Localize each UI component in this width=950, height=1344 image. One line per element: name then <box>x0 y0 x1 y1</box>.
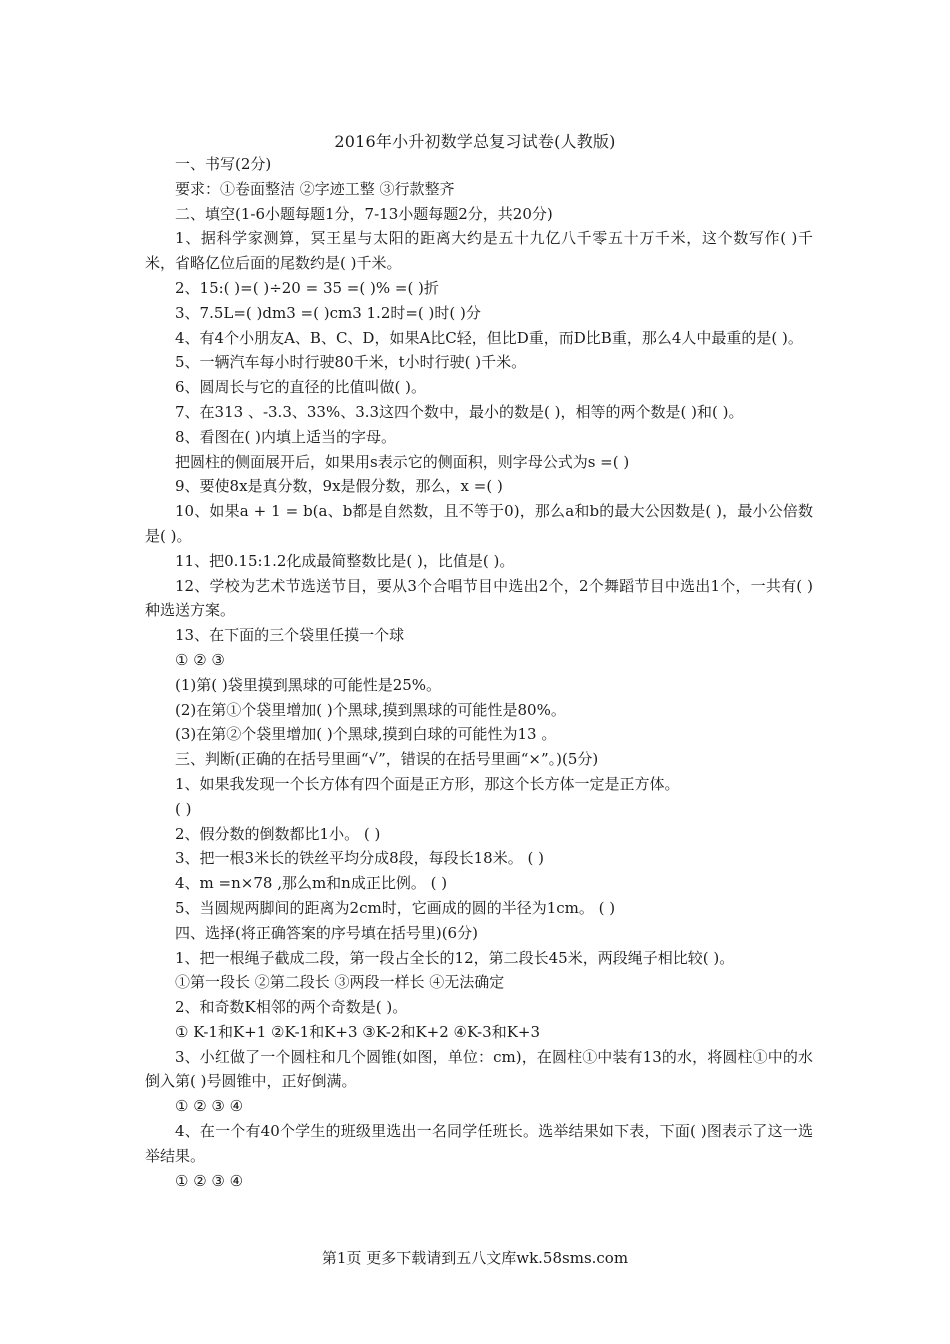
text-line: 要求：①卷面整洁 ②字迹工整 ③行款整齐 <box>175 179 455 198</box>
text-line: 四、选择(将正确答案的序号填在括号里)(6分) <box>175 923 478 942</box>
document-body <box>145 152 813 1193</box>
text-line: 把圆柱的侧面展开后，如果用s表示它的侧面积，则字母公式为s =( ) <box>175 452 630 471</box>
text-line: 3、7.5L=( )dm3 =( )cm3 1.2时=( )时( )分 <box>175 303 481 322</box>
text-line: ( ) <box>175 799 192 818</box>
text-line: ① K-1和K+1 ②K-1和K+3 ③K-2和K+2 ④K-3和K+3 <box>175 1022 541 1041</box>
text-line: 二、填空(1-6小题每题1分，7-13小题每题2分，共20分) <box>175 204 553 223</box>
text-line: 4、m =n×78 ,那么m和n成正比例。 ( ) <box>175 874 448 893</box>
text-line: 6、圆周长与它的直径的比值叫做( )。 <box>175 378 427 397</box>
text-line: 5、一辆汽车每小时行驶80千米，t小时行驶( )千米。 <box>175 353 527 372</box>
text-line: 1、把一根绳子截成二段，第一段占全长的12，第二段长45米，两段绳子相比较( )。 <box>175 948 735 967</box>
text-line: 10、如果a + 1 = b(a、b都是自然数，且不等于0)，那么a和b的最大公因数是( )，最小公倍数是( )。 <box>145 502 813 545</box>
document-title: 2016年小升初数学总复习试卷(人教版) <box>334 132 616 151</box>
text-line: 12、学校为艺术节选送节目，要从3个合唱节目中选出2个，2个舞蹈节目中选出1个，一共有( )种选送方案。 <box>145 576 813 620</box>
text-line: ①第一段长 ②第二段长 ③两段一样长 ④无法确定 <box>175 973 505 992</box>
text-line: 7、在313 、-3.3、33%、3.3这四个数中，最小的数是( )，相等的两个数是( )和( )。 <box>175 402 744 421</box>
text-line: 2、假分数的倒数都比1小。 ( ) <box>175 824 381 843</box>
text-line: ① ② ③ <box>175 650 225 669</box>
text-line: 3、把一根3米长的铁丝平均分成8段，每段长18米。 ( ) <box>175 849 544 868</box>
text-line: 三、判断(正确的在括号里画“√”，错误的在括号里画“×”。)(5分) <box>175 750 599 769</box>
page-footer: 第1页 更多下载请到五八文库wk.58sms.com <box>321 1249 629 1267</box>
text-line: 4、有4个小朋友A、B、C、D，如果A比C轻，但比D重，而D比B重，那么4人中最重的是( )。 <box>175 328 803 347</box>
text-line: ① ② ③ ④ <box>175 1171 244 1190</box>
text-line: 9、要使8x是真分数，9x是假分数，那么，x =( ) <box>175 477 503 496</box>
text-line: 13、在下面的三个袋里任摸一个球 <box>175 626 405 645</box>
text-line: 3、小红做了一个圆柱和几个圆锥(如图，单位：cm)，在圆柱①中装有13的水，将圆柱①中的水倒入第( )号圆锥中，正好倒满。 <box>145 1047 813 1091</box>
text-line: 8、看图在( )内填上适当的字母。 <box>175 427 397 446</box>
text-line: 5、当圆规两脚间的距离为2cm时，它画成的圆的半径为1cm。 ( ) <box>175 898 616 917</box>
text-line: (3)在第②个袋里增加( )个黑球,摸到白球的可能性为13 。 <box>175 725 557 744</box>
text-line: 11、把0.15:1.2化成最简整数比是( )，比值是( )。 <box>175 551 515 570</box>
text-line: 2、15:( )=( )÷20 = 35 =( )% =( )折 <box>175 278 439 297</box>
text-line: 1、据科学家测算，冥王星与太阳的距离大约是五十九亿八千零五十万千米，这个数写作( )千米，省略亿位后面的尾数约是( )千米。 <box>145 229 813 273</box>
text-line: 2、和奇数K相邻的两个奇数是( )。 <box>175 998 408 1017</box>
text-line: (1)第( )袋里摸到黑球的可能性是25%。 <box>175 675 442 694</box>
text-line: ① ② ③ ④ <box>175 1097 244 1116</box>
text-line: 一、书写(2分) <box>175 155 272 173</box>
text-line: 1、如果我发现一个长方体有四个面是正方形，那这个长方体一定是正方体。 <box>175 774 680 793</box>
text-line: 4、在一个有40个学生的班级里选出一名同学任班长。选举结果如下表，下面( )图表示了这一选举结果。 <box>145 1122 813 1165</box>
text-line: (2)在第①个袋里增加( )个黑球,摸到黑球的可能性是80%。 <box>175 700 566 719</box>
